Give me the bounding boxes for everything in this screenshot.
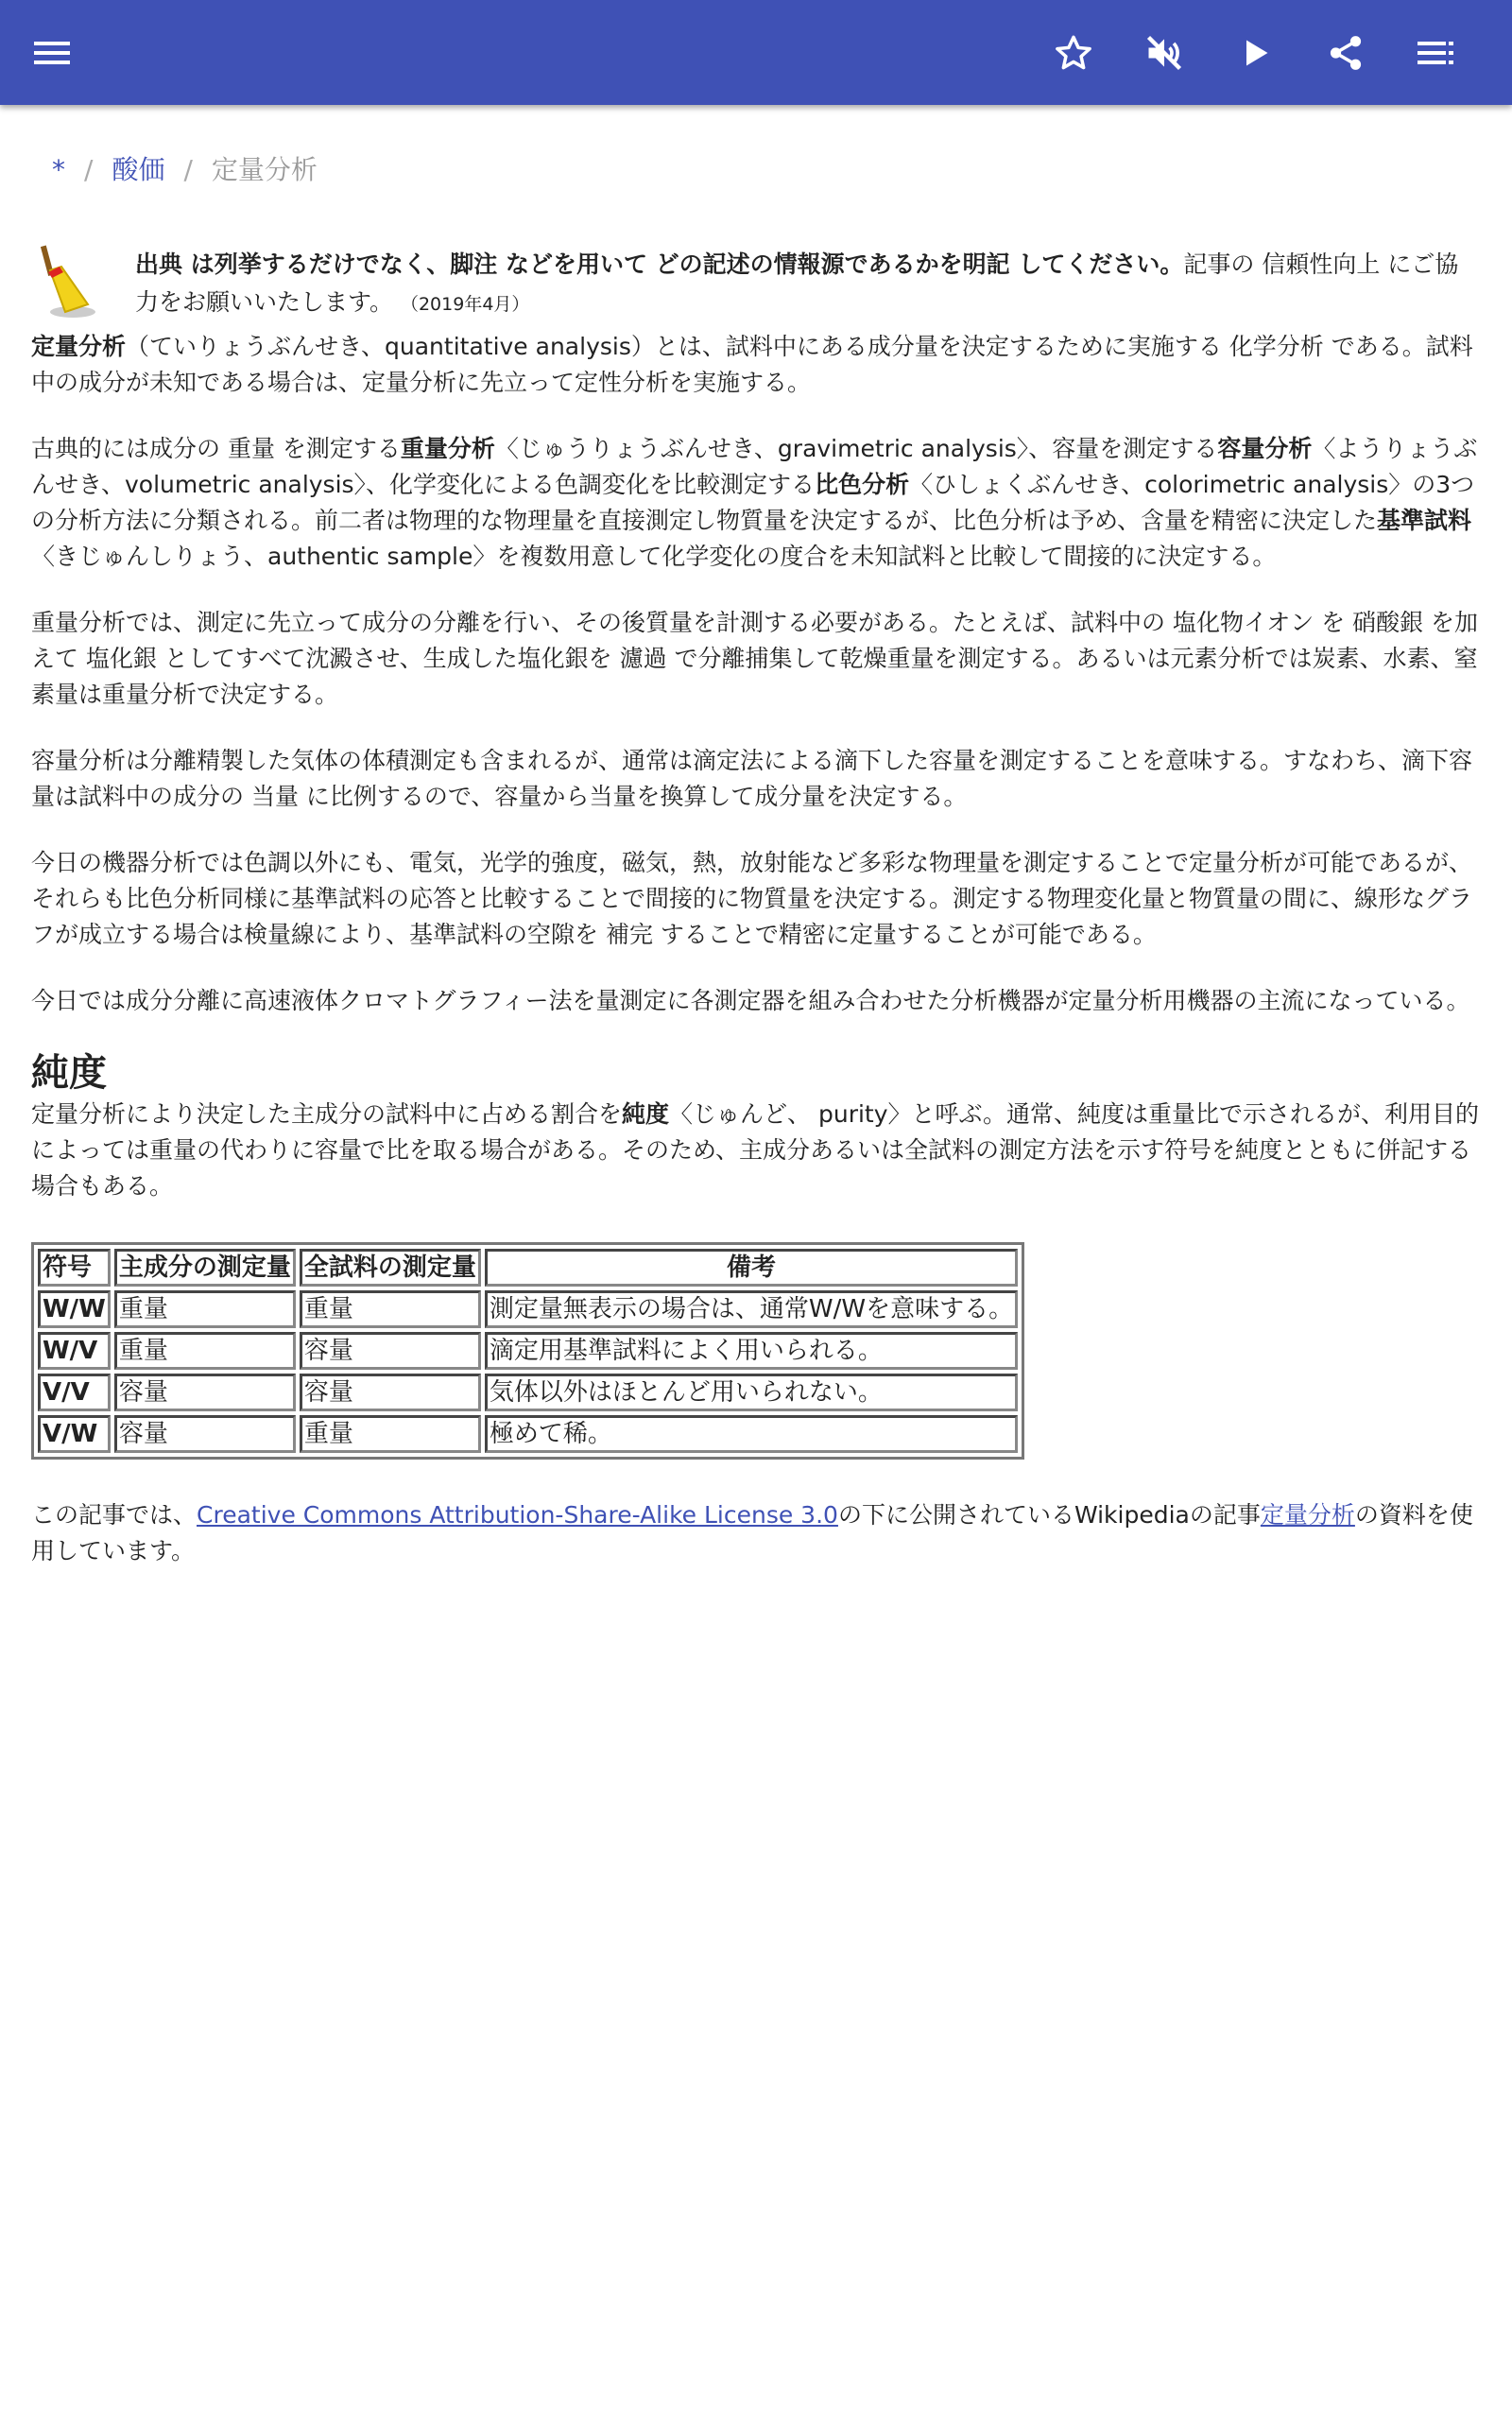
- table-row: [38, 1374, 1018, 1411]
- citation-notice: [31, 246, 1482, 323]
- license-footer: この記事では、Creative Commons Attribution-Share-Alike License 3.0の下に公開されているWikipediaの記事定量分析の資料を使用しています。: [31, 1501, 1473, 1564]
- notice-link-cite[interactable]: どの記述の情報源であるかを明記: [655, 251, 1010, 278]
- column-header: 符号: [38, 1249, 111, 1287]
- section-heading-purity: 純度: [31, 1051, 107, 1095]
- share-icon[interactable]: [1319, 26, 1372, 79]
- source-article-link[interactable]: 定量分析: [1260, 1501, 1355, 1529]
- notice-text: 記事の 信頼性向上 にご協力をお願いいたします。: [135, 251, 1459, 316]
- table-cell: 容量: [114, 1415, 296, 1453]
- table-cell: W/V: [38, 1332, 111, 1370]
- breadcrumb-sep: /: [84, 154, 94, 185]
- table-cell: 気体以外はほとんど用いられない。: [485, 1374, 1018, 1411]
- breadcrumb-current: 定量分析: [211, 154, 318, 185]
- table-cell: 容量: [300, 1332, 481, 1370]
- notice-date: （2019年4月）: [400, 294, 530, 315]
- column-header: 備考: [485, 1249, 1018, 1287]
- purity-table: [31, 1242, 1024, 1460]
- table-header-row: [38, 1249, 1018, 1287]
- paragraph-purity: 定量分析により決定した主成分の試料中に占める割合を純度〈じゅんど、 purity〉と呼ぶ。通常、純度は重量比で示されるが、利用目的によっては重量の代わりに容量で比を取る場合がある。そのため、主成分あるいは全試料の測定方法を示す符号を純度とともに併記する場合もある。: [31, 1100, 1480, 1200]
- column-header: 主成分の測定量: [114, 1249, 296, 1287]
- app-bar: [0, 0, 1512, 105]
- table-cell: W/W: [38, 1290, 111, 1328]
- mute-icon[interactable]: [1138, 26, 1191, 79]
- license-link[interactable]: Creative Commons Attribution-Share-Alike License 3.0: [197, 1501, 838, 1529]
- article: [31, 151, 1482, 1569]
- breadcrumb: [31, 151, 1482, 189]
- paragraph-gravimetric: 重量分析では、測定に先立って成分の分離を行い、その後質量を計測する必要がある。たとえば、試料中の 塩化物イオン を 硝酸銀 を加えて 塩化銀 としてすべて沈澱させ、生成した塩化銀を 濾過 で分離捕集して乾燥重量を測定する。あるいは元素分析では炭素、水素、窒素量は重量分析で決定する。: [31, 609, 1479, 708]
- table-cell: 重量: [114, 1290, 296, 1328]
- star-icon[interactable]: [1047, 26, 1100, 79]
- table-cell: V/V: [38, 1374, 111, 1411]
- breadcrumb-parent[interactable]: 酸価: [112, 154, 165, 185]
- notice-text: は列挙するだけでなく、: [182, 251, 451, 278]
- paragraph-instrumental: 今日の機器分析では色調以外にも、電気，光学的強度，磁気，熱，放射能など多彩な物理量を測定することで定量分析が可能であるが、それらも比色分析同様に基準試料の応答と比較することで間接的に物質量を決定する。測定する物理変化量と物質量の間に、線形なグラフが成立する場合は検量線により、基準試料の空隙を 補完 することで精密に定量することが可能である。: [31, 849, 1473, 948]
- list-icon[interactable]: [1410, 26, 1463, 79]
- notice-text: などを用いて: [497, 251, 656, 278]
- breadcrumb-root[interactable]: *: [52, 154, 65, 185]
- table-cell: 滴定用基準試料によく用いられる。: [485, 1332, 1018, 1370]
- table-cell: 重量: [114, 1332, 296, 1370]
- notice-link-sources[interactable]: 出典: [135, 251, 183, 278]
- paragraph-intro: 定量分析（ていりょうぶんせき、quantitative analysis）とは、試料中にある成分量を決定するために実施する 化学分析 である。試料中の成分が未知である場合は、定量分析に先立って定性分析を実施する。: [31, 333, 1473, 396]
- table-cell: 重量: [300, 1290, 481, 1328]
- table-row: [38, 1290, 1018, 1328]
- table-cell: 極めて稀。: [485, 1415, 1018, 1453]
- menu-icon[interactable]: [26, 26, 79, 79]
- paragraph-methods: 古典的には成分の 重量 を測定する重量分析〈じゅうりょうぶんせき、gravimetric analysis〉、容量を測定する容量分析〈ようりょうぶんせき、volumetric analysis〉、化学変化による色調変化を比較測定する比色分析〈ひしょくぶんせき、colorimetric analysis〉の3つの分析方法に分類される。前二者は物理的な物理量を直接測定し物質量を決定するが、比色分析は予め、含量を精密に決定した基準試料〈きじゅんしりょう、authentic sample〉を複数用意して化学変化の度合を未知試料と比較して間接的に決定する。: [31, 435, 1478, 570]
- table-cell: 容量: [114, 1374, 296, 1411]
- broom-icon: [31, 244, 107, 320]
- notice-text: してください。: [1009, 251, 1184, 278]
- table-cell: 容量: [300, 1374, 481, 1411]
- table-cell: 測定量無表示の場合は、通常W/Wを意味する。: [485, 1290, 1018, 1328]
- column-header: 全試料の測定量: [300, 1249, 481, 1287]
- table-row: [38, 1332, 1018, 1370]
- paragraph-hplc: 今日では成分分離に高速液体クロマトグラフィー法を量測定に各測定器を組み合わせた分析機器が定量分析用機器の主流になっている。: [31, 987, 1470, 1014]
- breadcrumb-sep: /: [183, 154, 193, 185]
- table-cell: V/W: [38, 1415, 111, 1453]
- paragraph-volumetric: 容量分析は分離精製した気体の体積測定も含まれるが、通常は滴定法による滴下した容量を測定することを意味する。すなわち、滴下容量は試料中の成分の 当量 に比例するので、容量から当量を換算して成分量を決定する。: [31, 747, 1473, 810]
- play-icon[interactable]: [1228, 26, 1281, 79]
- table-row: [38, 1415, 1018, 1453]
- table-cell: 重量: [300, 1415, 481, 1453]
- notice-link-footnotes[interactable]: 脚注: [450, 251, 498, 278]
